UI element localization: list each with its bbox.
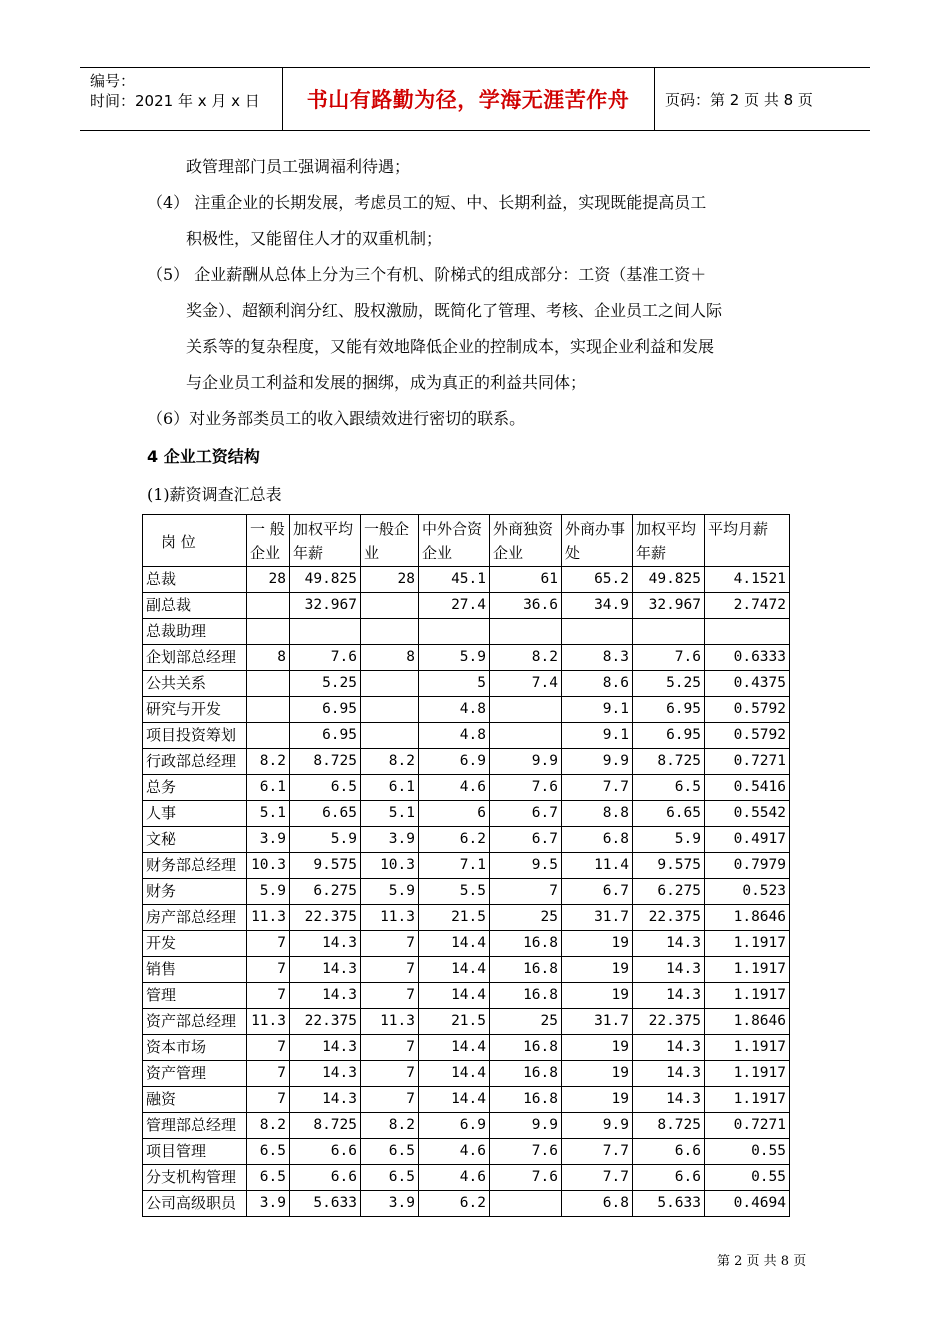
value-cell: 6.275 xyxy=(633,879,705,905)
value-cell: 0.523 xyxy=(705,879,790,905)
value-cell: 6.5 xyxy=(290,775,361,801)
value-cell: 10.3 xyxy=(361,853,419,879)
value-cell: 2.7472 xyxy=(705,593,790,619)
position-cell: 资产管理 xyxy=(143,1061,247,1087)
value-cell: 8.725 xyxy=(633,1113,705,1139)
value-cell: 4.8 xyxy=(419,697,490,723)
body-line-5: 奖金）、超额利润分红、股权激励，既简化了管理、考核、企业员工之间人际 xyxy=(186,301,723,320)
value-cell: 6.6 xyxy=(633,1165,705,1191)
value-cell: 22.375 xyxy=(633,1009,705,1035)
body-line-6: 关系等的复杂程度，又能有效地降低企业的控制成本，实现企业利益和发展 xyxy=(186,337,715,356)
table-row xyxy=(143,983,790,1009)
value-cell: 14.4 xyxy=(419,957,490,983)
value-cell: 7 xyxy=(247,931,290,957)
value-cell: 6.7 xyxy=(490,827,562,853)
value-cell: 0.55 xyxy=(705,1165,790,1191)
value-cell: 8.725 xyxy=(290,749,361,775)
value-cell: 22.375 xyxy=(290,1009,361,1035)
value-cell xyxy=(490,619,562,645)
column-header: 一 般企业 xyxy=(247,515,290,567)
value-cell: 1.1917 xyxy=(705,1035,790,1061)
value-cell: 0.7271 xyxy=(705,749,790,775)
value-cell: 28 xyxy=(361,567,419,593)
value-cell: 7 xyxy=(361,931,419,957)
value-cell: 8.2 xyxy=(247,749,290,775)
value-cell: 7.6 xyxy=(290,645,361,671)
value-cell: 6.65 xyxy=(633,801,705,827)
value-cell: 5.9 xyxy=(361,879,419,905)
value-cell: 19 xyxy=(562,1061,633,1087)
value-cell xyxy=(633,619,705,645)
value-cell: 14.4 xyxy=(419,1035,490,1061)
value-cell: 1.1917 xyxy=(705,1087,790,1113)
position-cell: 副总裁 xyxy=(143,593,247,619)
value-cell: 8.725 xyxy=(290,1113,361,1139)
value-cell: 7 xyxy=(361,1087,419,1113)
value-cell: 5.633 xyxy=(633,1191,705,1217)
body-line-8: （6）对业务部类员工的收入跟绩效进行密切的联系。 xyxy=(147,409,526,428)
table-row xyxy=(143,593,790,619)
table-row xyxy=(143,853,790,879)
value-cell: 16.8 xyxy=(490,957,562,983)
code-label: 编号： xyxy=(90,72,136,90)
value-cell: 32.967 xyxy=(633,593,705,619)
value-cell: 6.7 xyxy=(490,801,562,827)
value-cell: 0.7271 xyxy=(705,1113,790,1139)
position-cell: 公司高级职员 xyxy=(143,1191,247,1217)
value-cell: 7 xyxy=(247,1061,290,1087)
column-header: 加权平均年薪 xyxy=(633,515,705,567)
table-row xyxy=(143,1191,790,1217)
value-cell: 7 xyxy=(247,983,290,1009)
value-cell: 5.9 xyxy=(419,645,490,671)
value-cell: 0.7979 xyxy=(705,853,790,879)
header-page-number: 页码：第 2 页 共 8 页 xyxy=(665,90,813,109)
value-cell: 14.3 xyxy=(290,1061,361,1087)
value-cell: 16.8 xyxy=(490,1035,562,1061)
value-cell: 14.3 xyxy=(633,1035,705,1061)
value-cell: 8.725 xyxy=(633,749,705,775)
position-cell: 公共关系 xyxy=(143,671,247,697)
value-cell: 5.25 xyxy=(633,671,705,697)
table-row xyxy=(143,1165,790,1191)
value-cell: 8 xyxy=(361,645,419,671)
value-cell: 6.8 xyxy=(562,1191,633,1217)
value-cell xyxy=(361,723,419,749)
position-cell: 项目管理 xyxy=(143,1139,247,1165)
value-cell: 3.9 xyxy=(247,1191,290,1217)
value-cell: 6.5 xyxy=(633,775,705,801)
value-cell: 7.4 xyxy=(490,671,562,697)
value-cell: 7.6 xyxy=(633,645,705,671)
value-cell: 14.3 xyxy=(633,1087,705,1113)
page-footer: 第 2 页 共 8 页 xyxy=(717,1254,807,1269)
value-cell: 31.7 xyxy=(562,905,633,931)
column-header: 外商办事处 xyxy=(562,515,633,567)
value-cell: 6.1 xyxy=(247,775,290,801)
value-cell: 11.3 xyxy=(247,1009,290,1035)
value-cell: 14.4 xyxy=(419,983,490,1009)
value-cell: 22.375 xyxy=(290,905,361,931)
value-cell: 1.8646 xyxy=(705,905,790,931)
value-cell: 14.3 xyxy=(290,1087,361,1113)
table-row xyxy=(143,1061,790,1087)
value-cell: 6.2 xyxy=(419,1191,490,1217)
value-cell: 7 xyxy=(247,1087,290,1113)
value-cell: 8.8 xyxy=(562,801,633,827)
body-line-3: 积极性，又能留住人才的双重机制； xyxy=(186,229,443,248)
value-cell: 4.6 xyxy=(419,775,490,801)
value-cell: 6.95 xyxy=(290,723,361,749)
value-cell: 6.6 xyxy=(290,1139,361,1165)
value-cell: 8.2 xyxy=(361,749,419,775)
value-cell: 32.967 xyxy=(290,593,361,619)
time-label: 时间：2021 年 x 月 x 日 xyxy=(90,92,260,110)
value-cell: 11.3 xyxy=(361,905,419,931)
table-row xyxy=(143,1113,790,1139)
value-cell: 5.9 xyxy=(633,827,705,853)
value-cell: 7 xyxy=(490,879,562,905)
value-cell: 9.5 xyxy=(490,853,562,879)
value-cell: 8.2 xyxy=(247,1113,290,1139)
table-title: (1)薪资调查汇总表 xyxy=(147,485,282,504)
table-row xyxy=(143,619,790,645)
value-cell: 5.25 xyxy=(290,671,361,697)
salary-survey-table xyxy=(142,514,790,1217)
body-line-7: 与企业员工利益和发展的捆绑，成为真正的利益共同体； xyxy=(186,373,587,392)
position-cell: 行政部总经理 xyxy=(143,749,247,775)
value-cell: 27.4 xyxy=(419,593,490,619)
table-row xyxy=(143,1139,790,1165)
value-cell: 9.9 xyxy=(562,1113,633,1139)
value-cell xyxy=(247,671,290,697)
table-row xyxy=(143,1035,790,1061)
value-cell: 0.5416 xyxy=(705,775,790,801)
value-cell xyxy=(562,619,633,645)
position-cell: 资本市场 xyxy=(143,1035,247,1061)
value-cell: 9.1 xyxy=(562,723,633,749)
value-cell: 9.575 xyxy=(633,853,705,879)
value-cell: 9.9 xyxy=(490,1113,562,1139)
value-cell xyxy=(705,619,790,645)
value-cell: 0.5792 xyxy=(705,723,790,749)
column-header: 加权平均年薪 xyxy=(290,515,361,567)
column-header: 岗 位 xyxy=(143,515,247,567)
value-cell: 0.6333 xyxy=(705,645,790,671)
value-cell: 14.3 xyxy=(633,1061,705,1087)
value-cell: 6.6 xyxy=(290,1165,361,1191)
table-row xyxy=(143,645,790,671)
position-cell: 企划部总经理 xyxy=(143,645,247,671)
position-cell: 项目投资筹划 xyxy=(143,723,247,749)
value-cell: 61 xyxy=(490,567,562,593)
value-cell: 6.5 xyxy=(247,1139,290,1165)
table-row xyxy=(143,671,790,697)
value-cell: 7 xyxy=(361,1061,419,1087)
value-cell: 9.575 xyxy=(290,853,361,879)
value-cell: 7.7 xyxy=(562,1165,633,1191)
value-cell: 6.9 xyxy=(419,749,490,775)
position-cell: 管理 xyxy=(143,983,247,1009)
position-cell: 管理部总经理 xyxy=(143,1113,247,1139)
value-cell: 9.9 xyxy=(490,749,562,775)
value-cell: 6.1 xyxy=(361,775,419,801)
value-cell: 8.2 xyxy=(361,1113,419,1139)
value-cell: 6.6 xyxy=(633,1139,705,1165)
value-cell: 0.5542 xyxy=(705,801,790,827)
value-cell xyxy=(361,697,419,723)
position-cell: 分支机构管理 xyxy=(143,1165,247,1191)
table-row xyxy=(143,1009,790,1035)
value-cell: 16.8 xyxy=(490,931,562,957)
value-cell: 11.3 xyxy=(361,1009,419,1035)
value-cell: 65.2 xyxy=(562,567,633,593)
table-row xyxy=(143,801,790,827)
value-cell: 0.4917 xyxy=(705,827,790,853)
position-cell: 房产部总经理 xyxy=(143,905,247,931)
value-cell: 6.65 xyxy=(290,801,361,827)
value-cell: 28 xyxy=(247,567,290,593)
value-cell: 1.1917 xyxy=(705,1061,790,1087)
table-row xyxy=(143,905,790,931)
value-cell: 4.6 xyxy=(419,1165,490,1191)
value-cell: 1.1917 xyxy=(705,983,790,1009)
value-cell: 5 xyxy=(419,671,490,697)
value-cell: 8.3 xyxy=(562,645,633,671)
position-cell: 财务部总经理 xyxy=(143,853,247,879)
table-row xyxy=(143,957,790,983)
value-cell: 19 xyxy=(562,931,633,957)
value-cell: 45.1 xyxy=(419,567,490,593)
value-cell: 7 xyxy=(247,1035,290,1061)
value-cell: 11.4 xyxy=(562,853,633,879)
value-cell: 7 xyxy=(361,1035,419,1061)
header-meta xyxy=(80,68,283,130)
value-cell: 6.8 xyxy=(562,827,633,853)
value-cell: 0.55 xyxy=(705,1139,790,1165)
value-cell: 6.2 xyxy=(419,827,490,853)
value-cell: 6.95 xyxy=(633,697,705,723)
table-row xyxy=(143,697,790,723)
value-cell: 1.1917 xyxy=(705,931,790,957)
value-cell: 6.7 xyxy=(562,879,633,905)
value-cell xyxy=(247,697,290,723)
column-header: 外商独资企业 xyxy=(490,515,562,567)
value-cell: 14.3 xyxy=(633,957,705,983)
position-cell: 总裁 xyxy=(143,567,247,593)
value-cell xyxy=(490,723,562,749)
value-cell: 6.95 xyxy=(290,697,361,723)
value-cell xyxy=(247,593,290,619)
value-cell: 3.9 xyxy=(247,827,290,853)
value-cell: 25 xyxy=(490,905,562,931)
value-cell: 9.1 xyxy=(562,697,633,723)
table-row xyxy=(143,749,790,775)
position-cell: 融资 xyxy=(143,1087,247,1113)
value-cell: 5.1 xyxy=(247,801,290,827)
value-cell: 14.3 xyxy=(290,931,361,957)
value-cell: 6.275 xyxy=(290,879,361,905)
value-cell: 6 xyxy=(419,801,490,827)
value-cell: 7 xyxy=(247,957,290,983)
value-cell: 19 xyxy=(562,957,633,983)
position-cell: 总务 xyxy=(143,775,247,801)
value-cell xyxy=(290,619,361,645)
value-cell: 8 xyxy=(247,645,290,671)
value-cell: 6.5 xyxy=(361,1139,419,1165)
value-cell: 16.8 xyxy=(490,1061,562,1087)
value-cell: 4.8 xyxy=(419,723,490,749)
value-cell: 6.5 xyxy=(247,1165,290,1191)
value-cell: 7.1 xyxy=(419,853,490,879)
table-row xyxy=(143,775,790,801)
value-cell xyxy=(490,1191,562,1217)
value-cell: 5.9 xyxy=(290,827,361,853)
value-cell: 3.9 xyxy=(361,827,419,853)
position-cell: 研究与开发 xyxy=(143,697,247,723)
value-cell: 1.1917 xyxy=(705,957,790,983)
header-page-cell xyxy=(655,68,870,130)
value-cell: 0.4694 xyxy=(705,1191,790,1217)
value-cell: 14.4 xyxy=(419,1087,490,1113)
value-cell: 7.6 xyxy=(490,1165,562,1191)
value-cell: 14.3 xyxy=(290,957,361,983)
value-cell: 14.3 xyxy=(290,1035,361,1061)
value-cell: 0.4375 xyxy=(705,671,790,697)
value-cell: 4.1521 xyxy=(705,567,790,593)
position-cell: 财务 xyxy=(143,879,247,905)
value-cell: 49.825 xyxy=(290,567,361,593)
value-cell: 49.825 xyxy=(633,567,705,593)
value-cell: 5.1 xyxy=(361,801,419,827)
table-row xyxy=(143,1087,790,1113)
value-cell xyxy=(419,619,490,645)
position-cell: 资产部总经理 xyxy=(143,1009,247,1035)
value-cell xyxy=(361,619,419,645)
position-cell: 开发 xyxy=(143,931,247,957)
value-cell: 6.95 xyxy=(633,723,705,749)
value-cell: 10.3 xyxy=(247,853,290,879)
value-cell: 14.3 xyxy=(290,983,361,1009)
value-cell: 1.8646 xyxy=(705,1009,790,1035)
table-row xyxy=(143,931,790,957)
position-cell: 文秘 xyxy=(143,827,247,853)
value-cell: 5.633 xyxy=(290,1191,361,1217)
value-cell xyxy=(247,723,290,749)
position-cell: 销售 xyxy=(143,957,247,983)
column-header: 中外合资企业 xyxy=(419,515,490,567)
value-cell: 4.6 xyxy=(419,1139,490,1165)
value-cell xyxy=(247,619,290,645)
table-header-row xyxy=(143,515,790,567)
value-cell: 19 xyxy=(562,983,633,1009)
value-cell xyxy=(361,671,419,697)
table-row xyxy=(143,879,790,905)
value-cell xyxy=(490,697,562,723)
value-cell: 16.8 xyxy=(490,1087,562,1113)
motto: 书山有路勤为径，学海无涯苦作舟 xyxy=(306,88,630,112)
value-cell: 14.4 xyxy=(419,1061,490,1087)
value-cell xyxy=(361,593,419,619)
value-cell: 7 xyxy=(361,957,419,983)
value-cell: 8.6 xyxy=(562,671,633,697)
value-cell: 22.375 xyxy=(633,905,705,931)
value-cell: 0.5792 xyxy=(705,697,790,723)
table-row xyxy=(143,567,790,593)
value-cell: 19 xyxy=(562,1035,633,1061)
column-header: 平均月薪 xyxy=(705,515,790,567)
value-cell: 14.3 xyxy=(633,931,705,957)
value-cell: 6.5 xyxy=(361,1165,419,1191)
body-line-4: （5） 企业薪酬从总体上分为三个有机、阶梯式的组成部分：工资（基准工资＋ xyxy=(147,265,707,284)
value-cell: 11.3 xyxy=(247,905,290,931)
column-header: 一般企业 xyxy=(361,515,419,567)
value-cell: 36.6 xyxy=(490,593,562,619)
section-heading: 4 企业工资结构 xyxy=(147,447,260,466)
value-cell: 7.6 xyxy=(490,775,562,801)
header-motto-cell xyxy=(282,68,655,130)
value-cell: 7.7 xyxy=(562,775,633,801)
value-cell: 5.5 xyxy=(419,879,490,905)
position-cell: 人事 xyxy=(143,801,247,827)
table-row xyxy=(143,723,790,749)
value-cell: 14.4 xyxy=(419,931,490,957)
value-cell: 21.5 xyxy=(419,905,490,931)
value-cell: 7.6 xyxy=(490,1139,562,1165)
value-cell: 19 xyxy=(562,1087,633,1113)
body-line-1: 政管理部门员工强调福利待遇； xyxy=(186,157,411,176)
value-cell: 6.9 xyxy=(419,1113,490,1139)
value-cell: 21.5 xyxy=(419,1009,490,1035)
value-cell: 3.9 xyxy=(361,1191,419,1217)
value-cell: 5.9 xyxy=(247,879,290,905)
value-cell: 9.9 xyxy=(562,749,633,775)
value-cell: 14.3 xyxy=(633,983,705,1009)
body-line-2: （4） 注重企业的长期发展，考虑员工的短、中、长期利益，实现既能提高员工 xyxy=(147,193,707,212)
value-cell: 7 xyxy=(361,983,419,1009)
value-cell: 25 xyxy=(490,1009,562,1035)
value-cell: 34.9 xyxy=(562,593,633,619)
value-cell: 7.7 xyxy=(562,1139,633,1165)
value-cell: 8.2 xyxy=(490,645,562,671)
page-header xyxy=(80,67,870,131)
table-row xyxy=(143,827,790,853)
value-cell: 31.7 xyxy=(562,1009,633,1035)
value-cell: 16.8 xyxy=(490,983,562,1009)
position-cell: 总裁助理 xyxy=(143,619,247,645)
